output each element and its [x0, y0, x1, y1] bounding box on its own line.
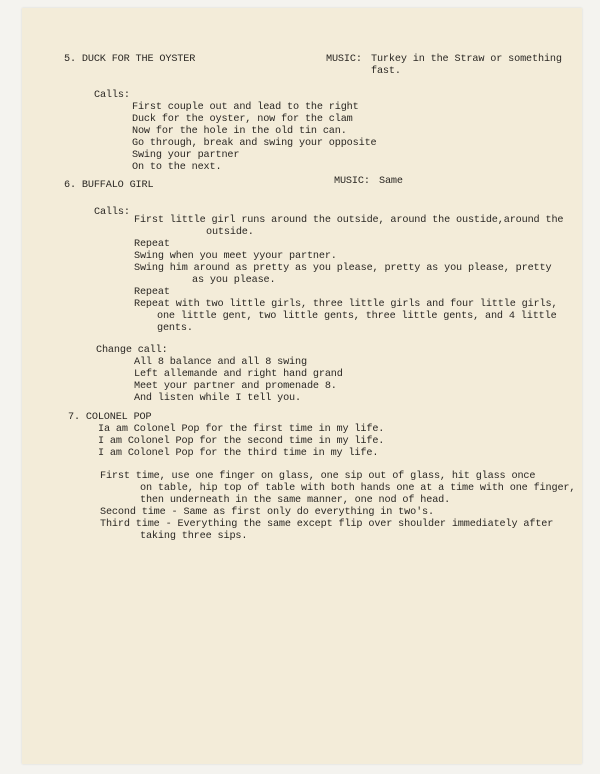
section-6-heading: 6. BUFFALO GIRL [64, 180, 154, 191]
section-6-change-2: Left allemande and right hand grand [134, 369, 343, 380]
section-5-calls-label: Calls: [94, 90, 130, 101]
section-6-line-4: Swing when you meet yyour partner. [134, 251, 337, 262]
section-7-verse-3: I am Colonel Pop for the third time in my life. [98, 448, 379, 459]
section-7-instruction-2: on table, hip top of table with both hands one at a time with one finger, [140, 483, 576, 494]
section-6-line-10: gents. [157, 323, 193, 334]
section-6-line-8: Repeat with two little girls, three little girls and four little girls, [134, 299, 558, 310]
section-5-music-label: MUSIC: [326, 54, 362, 65]
section-5-heading: 5. DUCK FOR THE OYSTER [64, 54, 196, 65]
section-7-instruction-3: then underneath in the same manner, one nod of head. [140, 495, 451, 506]
section-6-music-value: Same [379, 176, 403, 187]
section-6-calls-label: Calls: [94, 207, 130, 218]
section-6-line-9: one little gent, two little gents, three little gents, and 4 little [157, 311, 557, 322]
section-7-instruction-4: Second time - Same as first only do everything in two's. [100, 507, 434, 518]
section-7-instruction-6: taking three sips. [140, 531, 248, 542]
section-6-line-3: Repeat [134, 239, 170, 250]
section-5-call-4: Go through, break and swing your opposite [132, 138, 377, 149]
section-7-instruction-5: Third time - Everything the same except flip over shoulder immediately after [100, 519, 554, 530]
document-page [22, 8, 582, 764]
section-6-line-2: outside. [206, 227, 254, 238]
section-6-music-label: MUSIC: [334, 176, 370, 187]
section-6-change-4: And listen while I tell you. [134, 393, 301, 404]
section-5-call-3: Now for the hole in the old tin can. [132, 126, 347, 137]
section-5-call-2: Duck for the oyster, now for the clam [132, 114, 353, 125]
section-7-instruction-1: First time, use one finger on glass, one sip out of glass, hit glass once [100, 471, 536, 482]
section-5-music-line-2: fast. [371, 66, 401, 77]
section-6-change-1: All 8 balance and all 8 swing [134, 357, 307, 368]
section-6-line-6: as you please. [192, 275, 276, 286]
section-6-change-3: Meet your partner and promenade 8. [134, 381, 337, 392]
section-6-line-7: Repeat [134, 287, 170, 298]
section-7-verse-1: Ia am Colonel Pop for the first time in my life. [98, 424, 385, 435]
section-6-change-label: Change call: [96, 345, 168, 356]
section-7-verse-2: I am Colonel Pop for the second time in my life. [98, 436, 385, 447]
section-7-heading: 7. COLONEL POP [68, 412, 152, 423]
section-6-line-5: Swing him around as pretty as you please, pretty as you please, pretty [134, 263, 552, 274]
section-5-call-5: Swing your partner [132, 150, 240, 161]
section-6-line-1: First little girl runs around the outside, around the oustide,around the [134, 215, 564, 226]
section-5-music-line-1: Turkey in the Straw or something [371, 54, 562, 65]
section-5-call-1: First couple out and lead to the right [132, 102, 359, 113]
section-5-call-6: On to the next. [132, 162, 222, 173]
